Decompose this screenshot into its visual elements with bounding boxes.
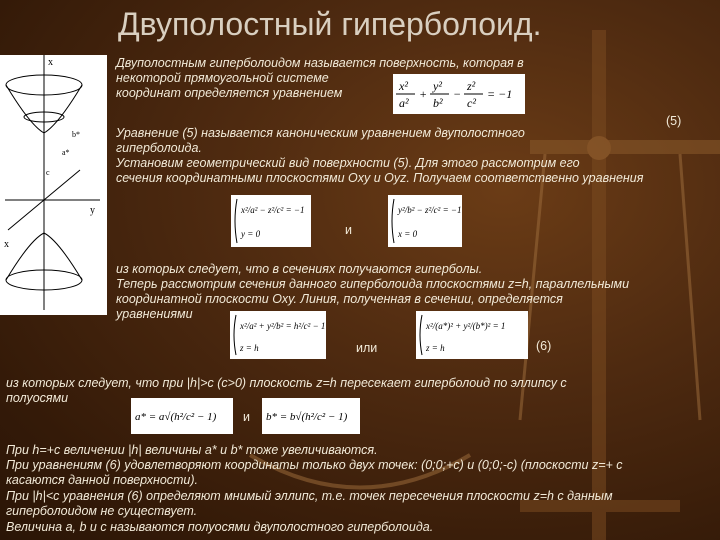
page-title: Двуполостный гиперболоид.	[118, 6, 542, 42]
hyperboloid-figure	[0, 55, 107, 315]
axis-x-top-label: x	[48, 57, 53, 68]
axis-x-bottom-label: x	[4, 239, 9, 250]
canonical-line-1: Уравнение (5) называется каноническим уравнением двуполостного	[116, 126, 525, 140]
equation-5-number: (5)	[666, 114, 682, 128]
conclusion-line-1: При h=+с величении |h| величины a* и b* тоже увеличиваются.	[6, 443, 378, 457]
c-label: c	[46, 168, 50, 177]
and-word-2: и	[243, 410, 250, 424]
svg-text:y = 0: y = 0	[241, 229, 261, 239]
a-star-label: a*	[62, 148, 70, 157]
ellipse-line-2: полуосями	[6, 391, 69, 405]
svg-text:x = 0: x = 0	[398, 229, 418, 239]
intro-line-3: координат определяется уравнением	[116, 86, 343, 100]
intro-line-1: Двуполостным гиперболоидом называется поверхность, которая в	[116, 56, 524, 70]
conclusion-line-2: При уравнениям (6) удовлетворяют координаты только двух точек: (0;0;+c) и (0;0;-c) (плоскости z=+ c	[6, 458, 623, 472]
svg-text:z²: z²	[467, 79, 476, 93]
canonical-line-4: сечения координатными плоскостями Oxy и Oyz. Получаем соответственно уравнения	[116, 171, 644, 185]
section-equation-zh-1	[230, 311, 326, 359]
or-word: или	[356, 341, 378, 355]
svg-text:x²: x²	[399, 79, 408, 93]
svg-text:= −1: = −1	[487, 87, 513, 101]
svg-text:c²: c²	[467, 96, 476, 110]
svg-text:a²: a²	[399, 96, 409, 110]
conclusion-line-6: Величина a, b и c называются полуосями двуполостного гиперболоида.	[6, 520, 434, 534]
svg-text:x²/(a*)² + y²/(b*)² = 1: x²/(a*)² + y²/(b*)² = 1	[426, 321, 506, 331]
svg-text:+: +	[419, 87, 428, 101]
b-star-label: b*	[72, 130, 80, 139]
svg-text:x²/a² − z²/c² = −1: x²/a² − z²/c² = −1	[241, 205, 305, 215]
svg-text:x²/a² + y²/b² = h²/c² − 1: x²/a² + y²/b² = h²/c² − 1	[240, 321, 326, 331]
svg-text:b²: b²	[433, 96, 443, 110]
section-equation-zh-2	[416, 311, 528, 359]
conclusion-line-5: гиперболоидом не существует.	[6, 504, 198, 518]
hyperbolas-line-4: уравнениями	[116, 307, 193, 321]
semiaxis-a-equation	[131, 398, 233, 434]
hyperbolas-line-3: координатной плоскости Oxy. Линия, полученная в сечении, определяется	[116, 292, 563, 306]
equation-6-number: (6)	[536, 339, 552, 353]
svg-text:a* = a√(h²/c² − 1): a* = a√(h²/c² − 1)	[135, 411, 217, 423]
intro-line-2: некоторой прямоугольной системе	[116, 71, 329, 85]
hyperbolas-line-2: Теперь рассмотрим сечения данного гиперболоида плоскостями z=h, параллельными	[116, 277, 630, 291]
svg-text:y²: y²	[433, 79, 442, 93]
and-word-1: и	[345, 223, 352, 237]
canonical-line-3: Установим геометрический вид поверхности (5). Для этого рассмотрим его	[116, 156, 580, 170]
hyperbolas-line-1: из которых следует, что в сечениях получаются гиперболы.	[116, 262, 483, 276]
axis-y-label: y	[90, 205, 95, 216]
conclusion-line-4: При |h|<c уравнения (6) определяют мнимый эллипс, т.е. точек пересечения плоскости z=h с данным	[6, 489, 613, 503]
conclusion-line-3: касаются данной поверхности).	[6, 473, 199, 487]
svg-text:z = h: z = h	[240, 343, 259, 353]
svg-text:z = h: z = h	[426, 343, 445, 353]
section-equation-oyz	[388, 195, 462, 247]
canonical-line-2: гиперболоида.	[116, 141, 202, 155]
semiaxis-b-equation	[262, 398, 360, 434]
svg-text:b* = b√(h²/c² − 1): b* = b√(h²/c² − 1)	[266, 411, 348, 423]
svg-text:−: −	[453, 87, 462, 101]
ellipse-line-1: из которых следует, что при |h|>c (c>0) плоскость z=h пересекает гиперболоид по эллипсу с	[6, 376, 567, 390]
section-equation-oxy	[231, 195, 311, 247]
equation-5	[393, 74, 525, 114]
svg-text:y²/b² − z²/c² = −1: y²/b² − z²/c² = −1	[398, 205, 462, 215]
